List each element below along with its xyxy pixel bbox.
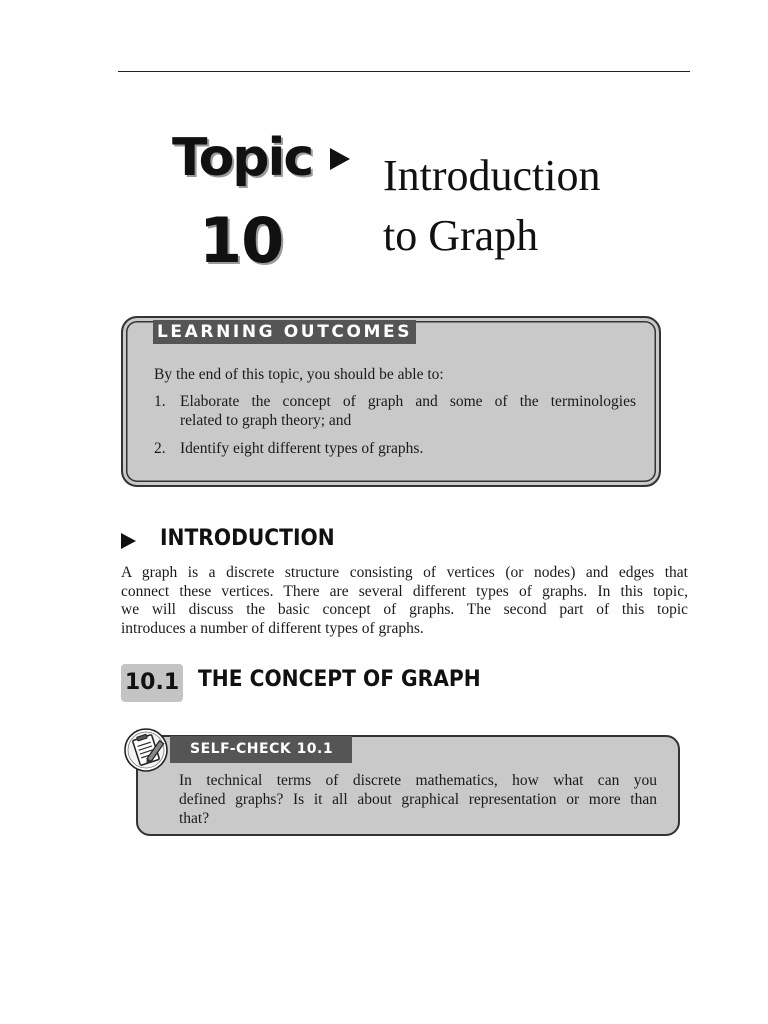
paragraph-line: we will discuss the basic concept of graphs. The second part of this topic (121, 601, 688, 618)
item-text: Identify eight different types of graphs. (180, 440, 424, 457)
introduction-heading: INTRODUCTION (160, 526, 335, 551)
item-number: 1. (154, 393, 166, 410)
section-number: 10.1 (121, 664, 183, 702)
topic-arrow-icon (330, 148, 350, 170)
introduction-arrow-icon (121, 533, 136, 549)
learning-outcome-item (154, 439, 636, 459)
section-title: THE CONCEPT OF GRAPH (198, 667, 481, 692)
paragraph-line: connect these vertices. There are several different types of graphs. In this topic, (121, 582, 688, 600)
clipboard-pen-icon (122, 727, 170, 773)
learning-outcomes-label: LEARNING OUTCOMES (153, 320, 416, 344)
topic-word: Topic (172, 128, 313, 188)
self-check-label: SELF-CHECK 10.1 (170, 736, 352, 763)
learning-outcome-item (154, 392, 636, 432)
topic-title (383, 146, 683, 266)
topic-number: 10 (199, 204, 284, 277)
topic-title-line1: Introduction (383, 151, 601, 200)
paragraph-line: A graph is a discrete structure consisting of vertices (or nodes) and edges that (121, 564, 688, 581)
top-rule (118, 71, 690, 72)
item-text-line: related to graph theory; and (180, 412, 352, 429)
question-line: In technical terms of discrete mathematics, how what can you (179, 772, 657, 789)
item-number: 2. (154, 440, 166, 457)
introduction-paragraph (121, 564, 688, 638)
paragraph-line: introduces a number of different types of graphs. (121, 619, 424, 637)
self-check-question (179, 771, 657, 828)
item-text-line: Elaborate the concept of graph and some of the terminologies (180, 393, 636, 410)
topic-title-line2: to Graph (383, 211, 539, 260)
question-line: defined graphs? Is it all about graphical representation or more than (179, 791, 657, 808)
learning-outcomes-intro: By the end of this topic, you should be able to: (154, 366, 444, 383)
item-text (180, 392, 636, 430)
question-line: that? (179, 810, 210, 827)
